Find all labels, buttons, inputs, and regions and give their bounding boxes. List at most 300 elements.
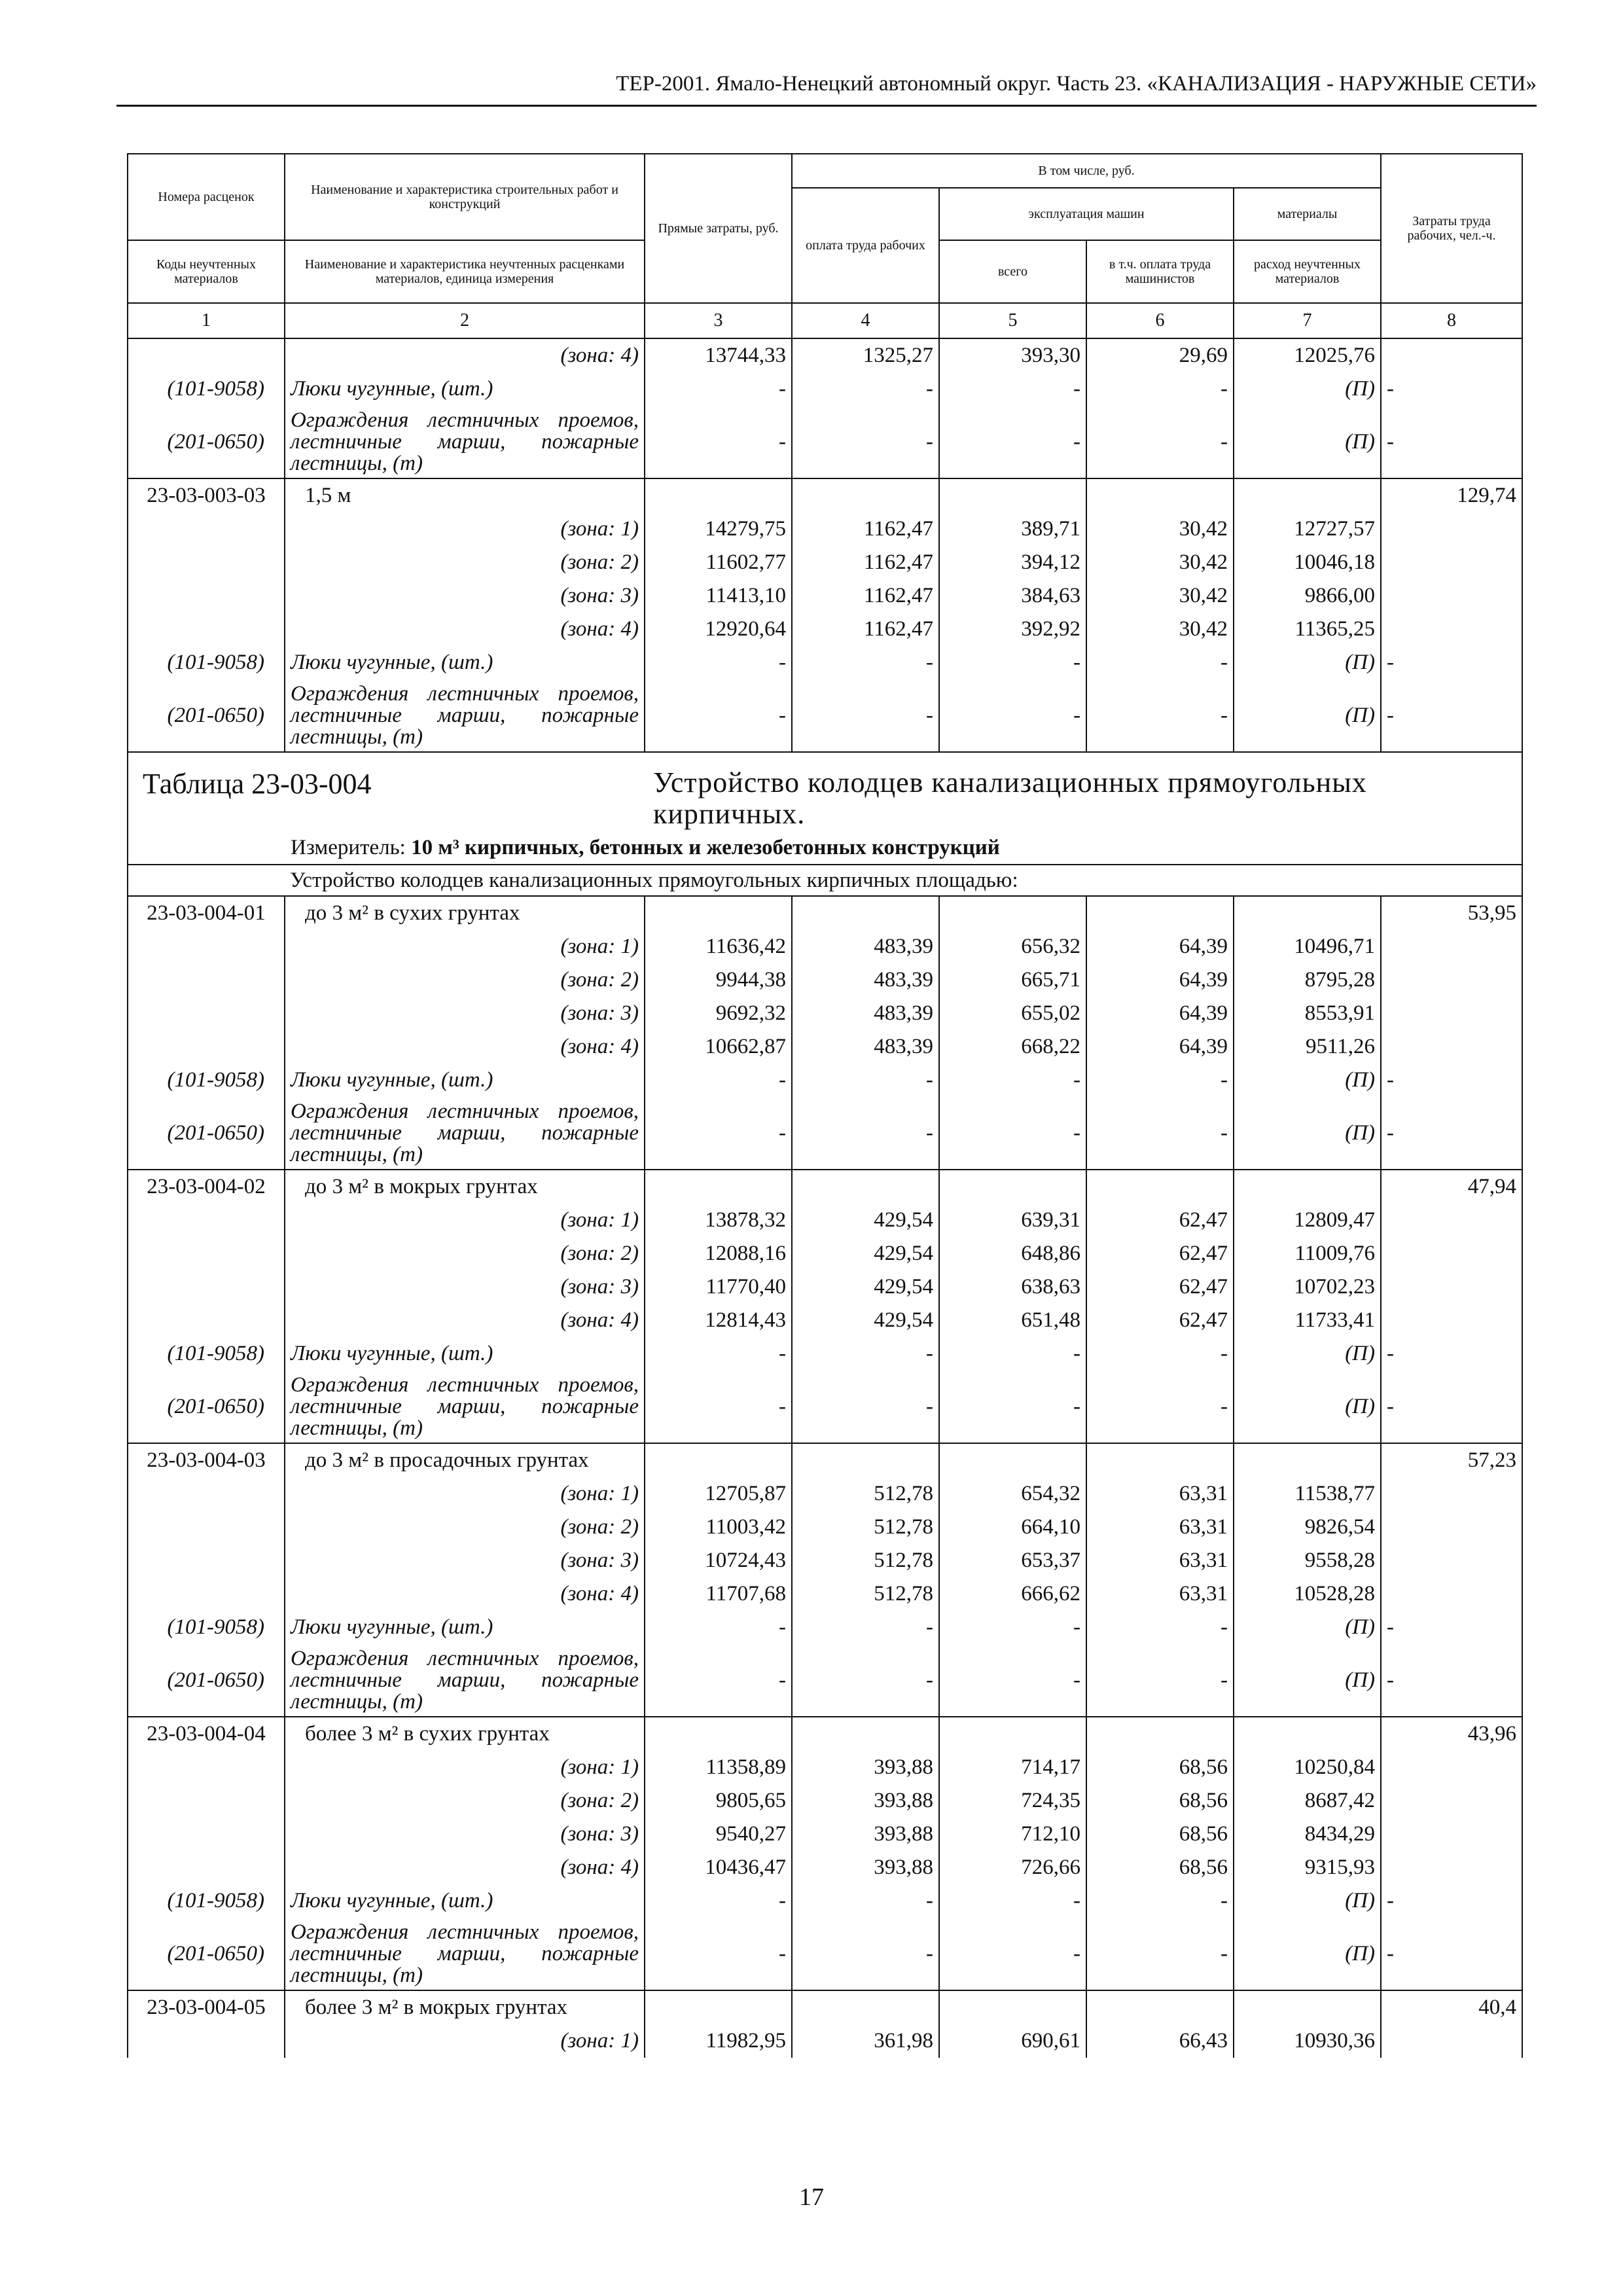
col-header-7: расход неучтенных материалов — [1234, 240, 1381, 303]
empty-cell — [1234, 1443, 1381, 1477]
zone-label: (зона: 3) — [285, 579, 645, 613]
material-row — [128, 646, 1522, 679]
value-cell: 483,39 — [792, 930, 939, 963]
dash-cell: - — [939, 679, 1086, 752]
zone-row — [128, 1511, 1522, 1544]
dash-cell: - — [645, 372, 792, 406]
value-cell: 394,12 — [939, 546, 1086, 579]
zone-label: (зона: 2) — [285, 1511, 645, 1544]
dash-cell: - — [792, 1371, 939, 1443]
rate-head-row — [128, 896, 1522, 930]
material-row — [128, 1064, 1522, 1097]
dash-cell: - — [1381, 1611, 1522, 1644]
table-description: Устройство колодцев канализационных прямоугольных кирпичных. — [653, 766, 1367, 830]
col-num: 5 — [939, 303, 1086, 338]
code-cell — [128, 1511, 285, 1544]
empty-cell — [792, 1170, 939, 1204]
material-row — [128, 1097, 1522, 1170]
zone-row — [128, 1304, 1522, 1337]
dash-cell: - — [1381, 1064, 1522, 1097]
zone-row — [128, 1544, 1522, 1577]
material-name: Люки чугунные, (шт.) — [285, 1337, 645, 1371]
dash-cell: - — [939, 1371, 1086, 1443]
material-row — [128, 1371, 1522, 1443]
empty-cell — [939, 896, 1086, 930]
dash-cell: - — [1086, 1371, 1234, 1443]
zone-row — [128, 1818, 1522, 1851]
value-cell: 654,32 — [939, 1477, 1086, 1511]
empty-cell — [939, 478, 1086, 512]
zone-row — [128, 1577, 1522, 1611]
empty-cell — [645, 1990, 792, 2024]
value-cell: 11982,95 — [645, 2024, 792, 2058]
labor-cell — [1381, 1030, 1522, 1064]
zone-row — [128, 613, 1522, 646]
zone-label: (зона: 3) — [285, 1818, 645, 1851]
col-header-incl: В том числе, руб. — [792, 154, 1381, 188]
material-code: (101-9058) — [128, 646, 285, 679]
value-cell: 30,42 — [1086, 613, 1234, 646]
labor-cell — [1381, 1204, 1522, 1237]
empty-cell — [645, 1717, 792, 1751]
dash-cell: - — [1086, 679, 1234, 752]
empty-cell — [792, 1443, 939, 1477]
value-cell: 512,78 — [792, 1511, 939, 1544]
empty-cell — [645, 1170, 792, 1204]
value-cell: 12809,47 — [1234, 1204, 1381, 1237]
value-cell: 639,31 — [939, 1204, 1086, 1237]
col-header-3: Прямые затраты, руб. — [645, 154, 792, 303]
dash-cell: - — [939, 1918, 1086, 1990]
value-cell: 393,30 — [939, 338, 1086, 372]
code-cell — [128, 1818, 285, 1851]
material-row — [128, 1611, 1522, 1644]
zone-row — [128, 512, 1522, 546]
labor-cell — [1381, 1270, 1522, 1304]
dash-cell: - — [939, 1611, 1086, 1644]
value-cell: 393,88 — [792, 1784, 939, 1818]
p-cell: (П) — [1234, 1644, 1381, 1717]
dash-cell: - — [1086, 646, 1234, 679]
dash-cell: - — [792, 1884, 939, 1918]
p-cell: (П) — [1234, 406, 1381, 478]
value-cell: 10528,28 — [1234, 1577, 1381, 1611]
value-cell: 30,42 — [1086, 579, 1234, 613]
p-cell: (П) — [1234, 1884, 1381, 1918]
code-cell — [128, 1030, 285, 1064]
material-name: Ограждения лестничных проемов, лестничные марши, пожарные лестницы, (т) — [285, 1644, 645, 1717]
code-cell — [128, 512, 285, 546]
zone-row — [128, 1477, 1522, 1511]
value-cell: 11707,68 — [645, 1577, 792, 1611]
material-name: Люки чугунные, (шт.) — [285, 1611, 645, 1644]
material-code: (201-0650) — [128, 1918, 285, 1990]
dash-cell: - — [1381, 1371, 1522, 1443]
col-header-5: всего — [939, 240, 1086, 303]
dash-cell: - — [792, 1337, 939, 1371]
value-cell: 9805,65 — [645, 1784, 792, 1818]
dash-cell: - — [939, 372, 1086, 406]
zone-row — [128, 338, 1522, 372]
code-cell — [128, 579, 285, 613]
rate-code: 23-03-004-01 — [128, 896, 285, 930]
empty-cell — [1234, 1990, 1381, 2024]
value-cell: 9866,00 — [1234, 579, 1381, 613]
material-name: Люки чугунные, (шт.) — [285, 646, 645, 679]
value-cell: 429,54 — [792, 1304, 939, 1337]
dash-cell: - — [1381, 406, 1522, 478]
dash-cell: - — [1381, 679, 1522, 752]
value-cell: 651,48 — [939, 1304, 1086, 1337]
value-cell: 66,43 — [1086, 2024, 1234, 2058]
value-cell: 10930,36 — [1234, 2024, 1381, 2058]
col-header-8: Затраты труда рабочих, чел.-ч. — [1381, 154, 1522, 303]
value-cell: 10724,43 — [645, 1544, 792, 1577]
dash-cell: - — [1086, 1918, 1234, 1990]
dash-cell: - — [1086, 1064, 1234, 1097]
dash-cell: - — [645, 406, 792, 478]
dash-cell: - — [645, 1644, 792, 1717]
material-code: (101-9058) — [128, 372, 285, 406]
material-code: (201-0650) — [128, 1644, 285, 1717]
rate-name: до 3 м² в просадочных грунтах — [285, 1443, 645, 1477]
code-cell — [128, 546, 285, 579]
value-cell: 512,78 — [792, 1477, 939, 1511]
dash-cell: - — [1381, 646, 1522, 679]
labor-cell — [1381, 930, 1522, 963]
dash-cell: - — [939, 406, 1086, 478]
value-cell: 30,42 — [1086, 546, 1234, 579]
dash-cell: - — [1381, 372, 1522, 406]
zone-row — [128, 1030, 1522, 1064]
dash-cell: - — [792, 679, 939, 752]
labor-value: 43,96 — [1381, 1717, 1522, 1751]
zone-label: (зона: 1) — [285, 1204, 645, 1237]
labor-value: 40,4 — [1381, 1990, 1522, 2024]
value-cell: 8795,28 — [1234, 963, 1381, 997]
dash-cell: - — [792, 1918, 939, 1990]
material-row — [128, 1644, 1522, 1717]
value-cell: 62,47 — [1086, 1237, 1234, 1270]
value-cell: 11770,40 — [645, 1270, 792, 1304]
value-cell: 29,69 — [1086, 338, 1234, 372]
zone-label: (зона: 3) — [285, 1270, 645, 1304]
empty-cell — [1234, 1170, 1381, 1204]
dash-cell: - — [1086, 1644, 1234, 1717]
col-num: 3 — [645, 303, 792, 338]
code-cell — [128, 613, 285, 646]
value-cell: 9558,28 — [1234, 1544, 1381, 1577]
dash-cell: - — [792, 406, 939, 478]
value-cell: 10250,84 — [1234, 1751, 1381, 1784]
value-cell: 11413,10 — [645, 579, 792, 613]
value-cell: 11636,42 — [645, 930, 792, 963]
dash-cell: - — [1086, 406, 1234, 478]
value-cell: 1162,47 — [792, 512, 939, 546]
code-cell — [128, 1544, 285, 1577]
value-cell: 9692,32 — [645, 997, 792, 1030]
value-cell: 726,66 — [939, 1851, 1086, 1884]
dash-cell: - — [939, 646, 1086, 679]
material-name: Ограждения лестничных проемов, лестничные марши, пожарные лестницы, (т) — [285, 679, 645, 752]
price-table-frame — [127, 153, 1522, 2139]
code-cell — [128, 1751, 285, 1784]
dash-cell: - — [792, 646, 939, 679]
value-cell: 11538,77 — [1234, 1477, 1381, 1511]
value-cell: 512,78 — [792, 1544, 939, 1577]
dash-cell: - — [1086, 1097, 1234, 1170]
labor-value: 53,95 — [1381, 896, 1522, 930]
col-num: 8 — [1381, 303, 1522, 338]
code-cell — [128, 930, 285, 963]
code-cell — [128, 1304, 285, 1337]
zone-row — [128, 2024, 1522, 2058]
rate-name: 1,5 м — [285, 478, 645, 512]
value-cell: 384,63 — [939, 579, 1086, 613]
dash-cell: - — [645, 1064, 792, 1097]
value-cell: 393,88 — [792, 1751, 939, 1784]
material-code: (101-9058) — [128, 1064, 285, 1097]
page-number: 17 — [799, 2183, 824, 2211]
zone-row — [128, 963, 1522, 997]
labor-cell — [1381, 1784, 1522, 1818]
dash-cell: - — [645, 1097, 792, 1170]
dash-cell: - — [939, 1064, 1086, 1097]
value-cell: 11003,42 — [645, 1511, 792, 1544]
zone-label: (зона: 2) — [285, 1237, 645, 1270]
dash-cell: - — [1086, 1884, 1234, 1918]
subheading-text: Устройство колодцев канализационных прямоугольных кирпичных площадью: — [285, 865, 1522, 896]
dash-cell: - — [792, 1611, 939, 1644]
value-cell: 10046,18 — [1234, 546, 1381, 579]
dash-cell: - — [645, 646, 792, 679]
rate-head-row — [128, 1990, 1522, 2024]
labor-cell — [1381, 1751, 1522, 1784]
zone-label: (зона: 4) — [285, 1851, 645, 1884]
material-row — [128, 1884, 1522, 1918]
material-code: (201-0650) — [128, 1371, 285, 1443]
value-cell: 8553,91 — [1234, 997, 1381, 1030]
value-cell: 714,17 — [939, 1751, 1086, 1784]
price-table — [127, 153, 1523, 2058]
p-cell: (П) — [1234, 679, 1381, 752]
zone-label: (зона: 3) — [285, 1544, 645, 1577]
rate-code: 23-03-004-04 — [128, 1717, 285, 1751]
labor-cell — [1381, 1818, 1522, 1851]
empty-cell — [792, 478, 939, 512]
col-number-row — [128, 303, 1522, 338]
value-cell: 68,56 — [1086, 1784, 1234, 1818]
rate-code: 23-03-004-03 — [128, 1443, 285, 1477]
labor-cell — [1381, 997, 1522, 1030]
labor-value: 129,74 — [1381, 478, 1522, 512]
material-name: Ограждения лестничных проемов, лестничные марши, пожарные лестницы, (т) — [285, 1097, 645, 1170]
value-cell: 13878,32 — [645, 1204, 792, 1237]
value-cell: 10436,47 — [645, 1851, 792, 1884]
value-cell: 10662,87 — [645, 1030, 792, 1064]
labor-cell — [1381, 338, 1522, 372]
dash-cell: - — [1381, 1097, 1522, 1170]
value-cell: 483,39 — [792, 1030, 939, 1064]
zone-row — [128, 1851, 1522, 1884]
value-cell: 68,56 — [1086, 1851, 1234, 1884]
empty-cell — [645, 1443, 792, 1477]
col-header-4: оплата труда рабочих — [792, 188, 939, 303]
zone-row — [128, 1270, 1522, 1304]
zone-label: (зона: 4) — [285, 1577, 645, 1611]
col-header-1b: Коды неучтенных материалов — [128, 240, 285, 303]
value-cell: 8434,29 — [1234, 1818, 1381, 1851]
zone-label: (зона: 1) — [285, 512, 645, 546]
empty-cell — [645, 478, 792, 512]
rate-name: до 3 м² в сухих грунтах — [285, 896, 645, 930]
col-num: 1 — [128, 303, 285, 338]
code-cell — [128, 963, 285, 997]
value-cell: 655,02 — [939, 997, 1086, 1030]
material-name: Люки чугунные, (шт.) — [285, 1064, 645, 1097]
value-cell: 483,39 — [792, 963, 939, 997]
value-cell: 690,61 — [939, 2024, 1086, 2058]
value-cell: 361,98 — [792, 2024, 939, 2058]
zone-row — [128, 1784, 1522, 1818]
value-cell: 648,86 — [939, 1237, 1086, 1270]
dash-cell: - — [939, 1337, 1086, 1371]
value-cell: 8687,42 — [1234, 1784, 1381, 1818]
value-cell: 64,39 — [1086, 1030, 1234, 1064]
zone-row — [128, 930, 1522, 963]
dash-cell: - — [645, 1918, 792, 1990]
value-cell: 12088,16 — [645, 1237, 792, 1270]
code-cell — [128, 2024, 285, 2058]
value-cell: 9944,38 — [645, 963, 792, 997]
code-cell — [128, 1784, 285, 1818]
dash-cell: - — [792, 1097, 939, 1170]
value-cell: 64,39 — [1086, 930, 1234, 963]
value-cell: 10702,23 — [1234, 1270, 1381, 1304]
zone-label: (зона: 4) — [285, 613, 645, 646]
empty-cell — [939, 1717, 1086, 1751]
zone-label: (зона: 1) — [285, 1477, 645, 1511]
zone-row — [128, 546, 1522, 579]
zone-label: (зона: 2) — [285, 546, 645, 579]
labor-cell — [1381, 1851, 1522, 1884]
empty-cell — [1234, 478, 1381, 512]
value-cell: 63,31 — [1086, 1577, 1234, 1611]
dash-cell: - — [939, 1884, 1086, 1918]
zone-row — [128, 997, 1522, 1030]
value-cell: 664,10 — [939, 1511, 1086, 1544]
value-cell: 665,71 — [939, 963, 1086, 997]
dash-cell: - — [792, 1064, 939, 1097]
material-name: Люки чугунные, (шт.) — [285, 1884, 645, 1918]
value-cell: 9540,27 — [645, 1818, 792, 1851]
col-header-machines: эксплуатация машин — [939, 188, 1234, 240]
dash-cell: - — [645, 1884, 792, 1918]
zone-label: (зона: 2) — [285, 1784, 645, 1818]
value-cell: 1325,27 — [792, 338, 939, 372]
value-cell: 1162,47 — [792, 613, 939, 646]
value-cell: 11602,77 — [645, 546, 792, 579]
labor-value: 47,94 — [1381, 1170, 1522, 1204]
value-cell: 11365,25 — [1234, 613, 1381, 646]
table-title-row — [128, 752, 1522, 831]
rate-head-row — [128, 1170, 1522, 1204]
dash-cell: - — [1381, 1337, 1522, 1371]
empty-cell — [1234, 896, 1381, 930]
dash-cell: - — [645, 679, 792, 752]
col-header-2b: Наименование и характеристика неучтенных расценками материалов, единица измерения — [285, 240, 645, 303]
value-cell: 12814,43 — [645, 1304, 792, 1337]
code-cell — [128, 1237, 285, 1270]
code-cell — [128, 338, 285, 372]
zone-label: (зона: 2) — [285, 963, 645, 997]
subheading-row — [128, 865, 1522, 896]
labor-cell — [1381, 2024, 1522, 2058]
col-num: 6 — [1086, 303, 1234, 338]
dash-cell: - — [1381, 1884, 1522, 1918]
unit-value: 10 м³ кирпичных, бетонных и железобетонных конструкций — [411, 835, 1000, 859]
value-cell: 64,39 — [1086, 963, 1234, 997]
empty-cell — [1086, 896, 1234, 930]
labor-cell — [1381, 546, 1522, 579]
col-header-6: в т.ч. оплата труда машинистов — [1086, 240, 1234, 303]
empty-cell — [1086, 1990, 1234, 2024]
dash-cell: - — [1381, 1644, 1522, 1717]
col-header-materials: материалы — [1234, 188, 1381, 240]
labor-cell — [1381, 963, 1522, 997]
col-num: 7 — [1234, 303, 1381, 338]
value-cell: 12025,76 — [1234, 338, 1381, 372]
zone-row — [128, 1751, 1522, 1784]
empty-cell — [1234, 1717, 1381, 1751]
code-cell — [128, 1851, 285, 1884]
value-cell: 429,54 — [792, 1237, 939, 1270]
table-title: Таблица 23-03-004 — [143, 768, 372, 800]
labor-cell — [1381, 1304, 1522, 1337]
dash-cell: - — [939, 1644, 1086, 1717]
code-cell — [128, 1477, 285, 1511]
rate-name: более 3 м² в сухих грунтах — [285, 1717, 645, 1751]
value-cell: 62,47 — [1086, 1204, 1234, 1237]
code-cell — [128, 1204, 285, 1237]
subheading-spacer — [128, 865, 285, 896]
dash-cell: - — [645, 1611, 792, 1644]
rate-code: 23-03-003-03 — [128, 478, 285, 512]
empty-cell — [939, 1990, 1086, 2024]
zone-label: (зона: 4) — [285, 1304, 645, 1337]
value-cell: 63,31 — [1086, 1544, 1234, 1577]
zone-row — [128, 1204, 1522, 1237]
value-cell: 62,47 — [1086, 1304, 1234, 1337]
value-cell: 64,39 — [1086, 997, 1234, 1030]
value-cell: 63,31 — [1086, 1511, 1234, 1544]
value-cell: 429,54 — [792, 1204, 939, 1237]
value-cell: 668,22 — [939, 1030, 1086, 1064]
value-cell: 393,88 — [792, 1851, 939, 1884]
value-cell: 724,35 — [939, 1784, 1086, 1818]
value-cell: 653,37 — [939, 1544, 1086, 1577]
dash-cell: - — [939, 1097, 1086, 1170]
code-cell — [128, 997, 285, 1030]
col-header-1a: Номера расценок — [128, 154, 285, 240]
p-cell: (П) — [1234, 646, 1381, 679]
empty-cell — [1086, 1443, 1234, 1477]
value-cell: 392,92 — [939, 613, 1086, 646]
value-cell: 483,39 — [792, 997, 939, 1030]
value-cell: 9315,93 — [1234, 1851, 1381, 1884]
value-cell: 13744,33 — [645, 338, 792, 372]
dash-cell: - — [1086, 372, 1234, 406]
